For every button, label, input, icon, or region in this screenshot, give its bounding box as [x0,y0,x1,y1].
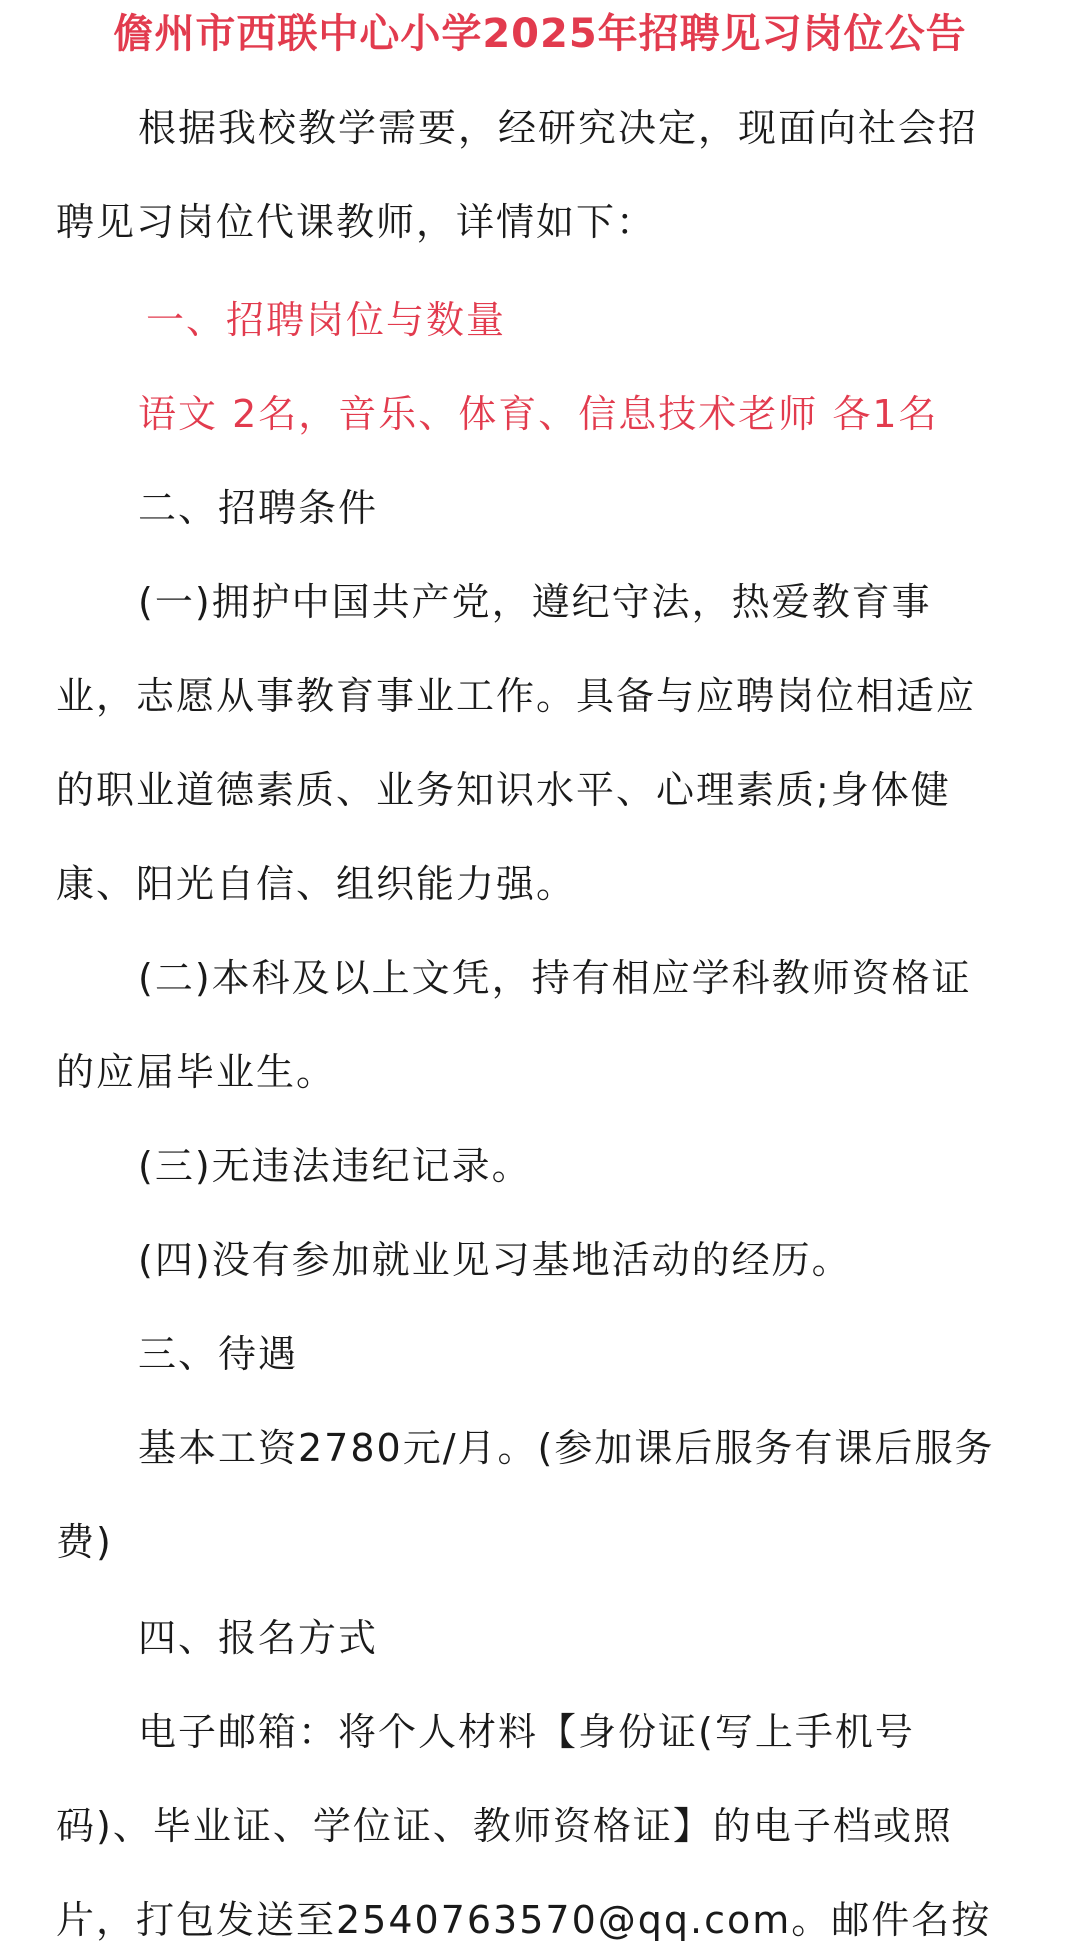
paragraph-line: 根据我校教学需要，经研究决定，现面向社会招 [138,106,979,150]
section-heading-application: 四、报名方式 [138,1616,379,1660]
condition-1: (一)拥护中国共产党，遵纪守法，热爱教育事 [138,580,932,624]
document-title: 儋州市西联中心小学2025年招聘见习岗位公告 [113,11,967,57]
positions-detail: 语文 2名，音乐、体育、信息技术老师 各1名 [138,392,939,436]
condition-4: (四)没有参加就业见习基地活动的经历。 [138,1238,852,1282]
paragraph-line: 的职业道德素质、业务知识水平、心理素质;身体健 [56,768,951,812]
paragraph-line: 聘见习岗位代课教师，详情如下： [56,200,657,244]
application-detail: 电子邮箱：将个人材料【身份证(写上手机号 [138,1710,915,1754]
section-heading-salary: 三、待遇 [138,1332,299,1376]
section-heading-conditions: 二、招聘条件 [138,486,379,530]
salary-detail: 基本工资2780元/月。(参加课后服务有课后服务 [138,1426,995,1470]
condition-3: (三)无违法违纪记录。 [138,1144,532,1188]
paragraph-line: 费) [56,1520,113,1564]
paragraph-line: 的应届毕业生。 [56,1050,337,1094]
condition-2: (二)本科及以上文凭，持有相应学科教师资格证 [138,956,972,1000]
paragraph-line: 康、阳光自信、组织能力强。 [56,862,577,906]
section-heading-positions: 一、招聘岗位与数量 [146,298,507,342]
paragraph-line: 码)、毕业证、学位证、教师资格证】的电子档或照 [56,1804,953,1848]
paragraph-line: 业，志愿从事教育事业工作。具备与应聘岗位相适应 [56,674,977,718]
paragraph-line: 片，打包发送至2540763570@qq.com。邮件名按 [56,1898,992,1942]
